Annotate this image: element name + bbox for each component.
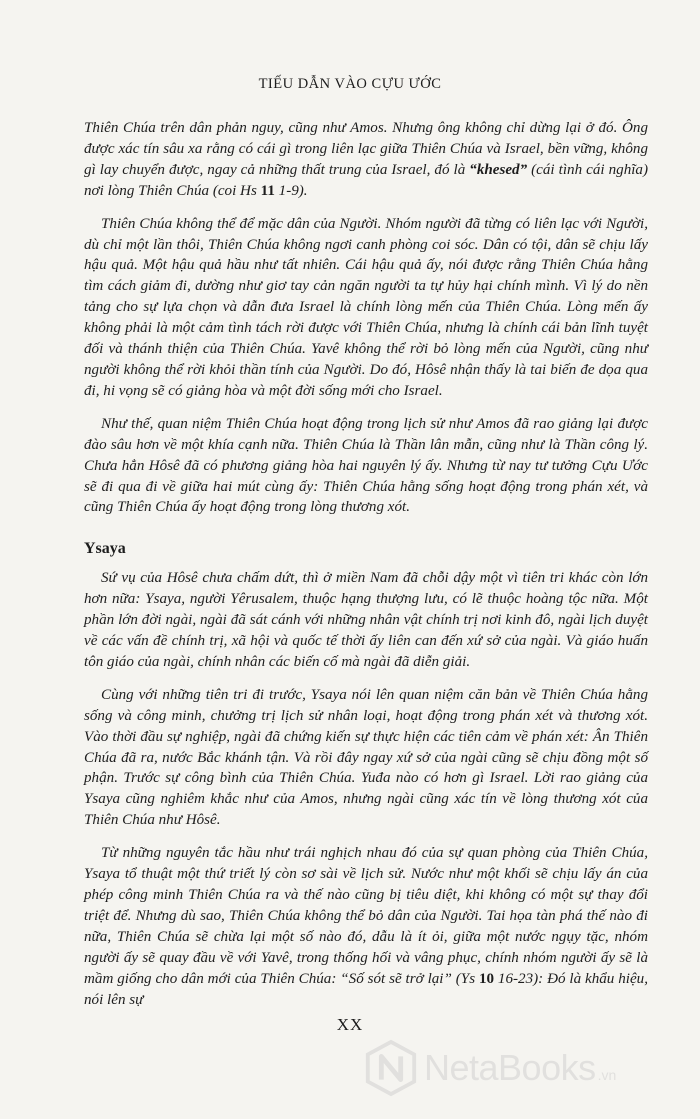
- watermark: [362, 1033, 700, 1103]
- paragraph: [84, 843, 648, 1010]
- term-khesed: “khesed”: [469, 161, 528, 178]
- reference-number: 11: [260, 182, 275, 199]
- paragraph-text: 16-23): Đó là khẩu hiệu, nói lên sự: [84, 970, 648, 1008]
- page-number: XX: [336, 1015, 364, 1034]
- paragraph-text: Thiên Chúa trên dân phản nguy, cũng như Amos. Nhưng ông không chỉ dừng lại ở đó. Ông được xác tín sâu xa rằng có cái gì trong liên lạc giữa Thiên Chúa và Israel, bền vững, không gì lay chuyển được, ngay cả những thất trung của Israel, đó là: [84, 120, 648, 178]
- running-head: TIẾU DẪN VÀO CỰU ƯỚC: [258, 76, 442, 92]
- paragraph-text: (cái tình cái nghĩa) nơi lòng Thiên Chúa (coi Hs: [84, 161, 649, 199]
- paragraph: Thiên Chúa không thể để mặc dân của Người. Nhóm người đã từng có liên lạc với Người, dù chỉ một lần thôi, Thiên Chúa không ngơi canh phòng coi sóc. Dân có tội, dân sẽ chịu lấy hậu quả. Một hậu quả hầu như tất nhiên. Cái hậu quả ấy, nói được rằng Thiên Chúa hằng tìm cách giảm đi, dường như giơ tay cản ngăn người ta tự hủy hại chính mình. Vì lý do nền tảng cho sự lựa chọn và dẫn đưa Israel là chính lòng mến của Thiên Chúa. Lòng mến ấy không phải là một cảm tình tách rời được với Thiên Chúa, nhưng là chính cái bản lĩnh tuyệt đối và thánh thiện của Thiên Chúa. Yavê không thể rời bỏ lòng mến của Người, cũng như người không thể rời khỏi thần tính của Người. Do đó, Hôsê nhận thấy là tai biến đe dọa qua đi, hi vọng sẽ có giảng hòa và một đời sống mới cho Israel.: [84, 215, 648, 399]
- paragraph: [84, 118, 648, 202]
- watermark-brand: NetaBooks: [424, 1047, 596, 1088]
- section-heading: Ysaya: [84, 540, 126, 558]
- paragraph: Cùng với những tiên tri đi trước, Ysaya nói lên quan niệm căn bản về Thiên Chúa hằng sống và công minh, chưởng trị lịch sử nhân loại, hoạt động trong phán xét và thương xót. Vào thời đầu sự nghiệp, ngài đã chứng kiến sự thực hiện các tiên cảm về phán xét: Ân Thiên Chúa đã ra, nước Bắc khánh tận. Và rồi đây ngay xứ sở của ngài cũng sẽ chịu đồng một số phận. Trước sự công bình của Thiên Chúa. Yuđa nào có hơn gì Israel. Lời rao giảng của Ysaya cũng nghiêm khắc như của Amos, nhưng ngài cũng xác tín về lòng thương xót của Thiên Chúa như Hôsê.: [84, 686, 648, 829]
- paragraph: Như thế, quan niệm Thiên Chúa hoạt động trong lịch sử như Amos đã rao giảng lại được đào sâu hơn về một khía cạnh nữa. Thiên Chúa là Thần lân mẫn, cũng như là Thần công lý. Chưa hẳn Hôsê đã có phương giảng hòa hai nguyên lý ấy. Nhưng từ nay tư tưởng Cựu Ước sẽ đi qua đi về giữa hai mút cùng ấy: Thiên Chúa hằng sống hoạt động trong phán xét, và cũng Thiên Chúa ấy hoạt động trong lòng thương xót.: [84, 415, 648, 516]
- paragraph-text: 1-9).: [274, 182, 308, 199]
- watermark-suffix: .vn: [597, 1067, 617, 1083]
- paragraph-text: Từ những nguyên tắc hầu như trái nghịch nhau đó của sự quan phòng của Thiên Chúa, Ysaya tổ thuật một thứ triết lý còn sơ sài về lịch sử. Nước như một khối sẽ chịu lấy án của phép công minh Thiên Chúa ra và thế nào cũng bị tiêu diệt, khi không có một sự thay đổi triệt để. Nhưng dù sao, Thiên Chúa không thể bỏ dân của Người. Tai họa tàn phá thế nào đi nữa, Thiên Chúa sẽ chừa lại một số nào đó, dẫu là ít ỏi, giữa một nước ngụy tặc, nhóm người ấy sẽ quay đầu về với Yavê, trong thống hối và vâng phục, chính nhóm người ấy sẽ là mầm giống cho dân mới của Thiên Chúa: “Số sót sẽ trở lại” (Ys: [84, 845, 648, 987]
- body-text: [84, 118, 648, 1022]
- paragraph: Sứ vụ của Hôsê chưa chấm dứt, thì ở miền Nam đã chỗi dậy một vì tiên tri khác còn lớn hơn nữa: Ysaya, người Yêrusalem, thuộc hạng thượng lưu, có lẽ thuộc hoàng tộc nữa. Một phần lớn đời ngài, ngài đã sát cánh với những nhân vật chính trị nơi kinh đô, ngài lịch duyệt về các vấn đề chính trị, xã hội và quốc tế thời ấy liên can đến xứ sở của ngài. Và giáo huấn tôn giáo của ngài, chính nhân các biến cố mà ngài đã diễn giải.: [84, 570, 648, 670]
- netabooks-logo-icon: [362, 1039, 420, 1097]
- reference-number: 10: [478, 970, 495, 987]
